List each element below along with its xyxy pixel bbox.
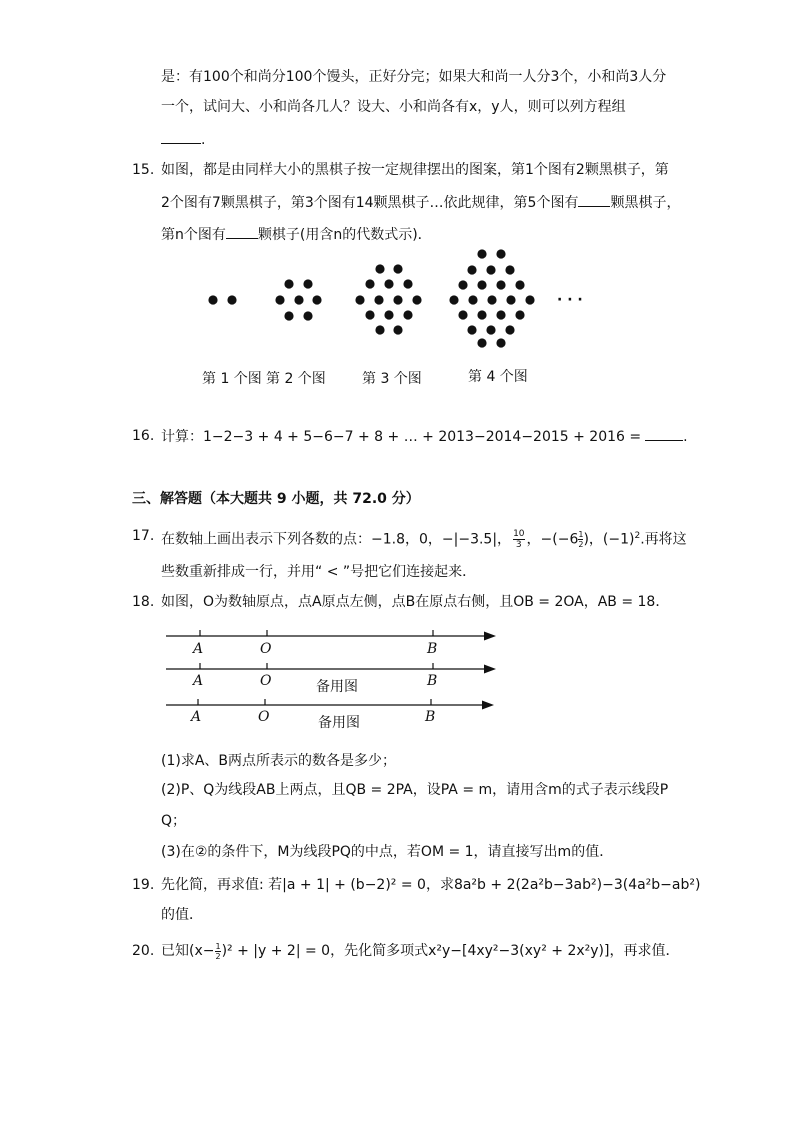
q16-text: 计算：1−2−3 + 4 + 5−6−7 + 8 + … + 2013−2014−2015 + 2016 = [161, 429, 642, 445]
spare-figure-label: 备用图 [318, 715, 360, 731]
chess-piece [384, 310, 393, 319]
q17-text-b: ，−(−6 [526, 531, 579, 548]
chess-piece [393, 295, 402, 304]
number-line-spare-1 [166, 663, 488, 669]
chess-piece [374, 295, 383, 304]
figure-1-pieces [208, 295, 236, 304]
q20-text-b: )² + |y + 2| = 0，先化简多项式x²y−[4xy²−3(xy² + 2x²y)]，再求值． [221, 943, 680, 959]
chess-piece [393, 325, 402, 334]
q19-number: 19. [132, 877, 155, 893]
q14-line-2: 一个，试问大、小和尚各几人？设大、小和尚各有x，y人，则可以列方程组 [161, 99, 626, 115]
chess-piece [355, 295, 364, 304]
axis-label-o: O [260, 641, 272, 657]
q14-end: . [201, 132, 206, 148]
chess-piece [458, 280, 467, 289]
q15-line-1: 如图，都是由同样大小的黑棋子按一定规律摆出的图案，第1个图有2颗黑棋子，第 [161, 162, 669, 178]
figure-caption-2: 第 2 个图 [266, 371, 326, 387]
fraction-denominator: 2 [215, 951, 221, 961]
q18-part-2: (2)P、Q为线段AB上两点，且QB = 2PA，设PA = m，请用含m的式子表示线段P [161, 782, 669, 798]
chess-piece [227, 295, 236, 304]
q20-text-a: 已知(x− [161, 943, 215, 959]
chess-piece [467, 325, 476, 334]
q17-number: 17. [132, 528, 155, 544]
chess-piece [515, 310, 524, 319]
q18-line-1: 如图，O为数轴原点，点A原点左侧，点B在原点右侧，且OB = 2OA，AB = 18． [161, 594, 670, 610]
chess-piece [403, 279, 412, 288]
chess-piece [468, 295, 477, 304]
chess-piece [375, 325, 384, 334]
fraction-numerator: 1 [215, 941, 221, 951]
q19-line-2: 的值． [161, 907, 203, 923]
chess-piece [449, 295, 458, 304]
fraction [215, 942, 220, 961]
fraction-numerator: 10 [513, 529, 525, 540]
q18-part-2-cont: Q； [161, 813, 187, 829]
figure-4-pieces [449, 249, 534, 347]
axis-label-a: A [193, 641, 204, 657]
chess-piece [303, 279, 312, 288]
q18-part-1: (1)求A、B两点所表示的数各是多少； [161, 753, 397, 769]
spare-figure-label: 备用图 [316, 679, 358, 695]
axis-label-o: O [258, 709, 270, 725]
q15-line-2-tail: 颗黑棋子， [610, 195, 681, 211]
number-line-main [166, 630, 488, 636]
chess-piece [458, 310, 467, 319]
q15-line-3-text: 第n个图有 [161, 227, 226, 243]
chess-piece [365, 310, 374, 319]
chess-piece [467, 265, 476, 274]
chess-piece [384, 279, 393, 288]
chess-piece [393, 264, 402, 273]
fraction-denominator: 3 [515, 540, 522, 551]
q15-line-2-text: 2个图有7颗黑棋子，第3个图有14颗黑棋子…依此规律，第5个图有 [161, 195, 579, 211]
q17-text-d: .再将这 [640, 531, 687, 548]
chess-piece [275, 295, 284, 304]
q16-end: . [683, 429, 688, 445]
q18-part-3: (3)在②的条件下，M为线段PQ的中点，若OM = 1，请直接写出m的值． [161, 844, 614, 860]
arrow-head [482, 701, 494, 710]
arrow-head [484, 665, 496, 674]
chess-piece [284, 311, 293, 320]
chess-piece [403, 310, 412, 319]
number-line-spare-2 [166, 699, 486, 705]
q20-number: 20. [132, 943, 155, 959]
chess-piece [487, 295, 496, 304]
chess-piece [505, 265, 514, 274]
axis-label-o: O [260, 673, 272, 689]
chess-piece [412, 295, 421, 304]
superscript: 2 [634, 531, 641, 541]
chess-piece [496, 280, 505, 289]
chess-piece [208, 295, 217, 304]
arrow-head [484, 632, 496, 641]
chess-piece [477, 310, 486, 319]
answer-blank [645, 426, 683, 441]
q16-number: 16. [132, 428, 155, 444]
axis-label-b: B [427, 673, 438, 689]
q14-line-1: 是：有100个和尚分100个馒头，正好分完；如果大和尚一人分3个，小和尚3人分 [161, 69, 667, 85]
chess-piece [486, 265, 495, 274]
axis-label-b: B [425, 709, 436, 725]
chess-piece [477, 249, 486, 258]
figure-2-pieces [275, 279, 321, 320]
fraction-numerator: 1 [578, 530, 584, 540]
chess-piece [496, 249, 505, 258]
q17-line-1 [161, 526, 687, 550]
q15-line-3-tail: 颗棋子(用含n的代数式示)． [257, 227, 432, 243]
chess-piece [496, 310, 505, 319]
chess-piece [303, 311, 312, 320]
chess-piece [515, 280, 524, 289]
q18-number: 18. [132, 594, 155, 610]
chess-piece [294, 295, 303, 304]
q20-line [161, 941, 679, 961]
q17-text-a: 在数轴上画出表示下列各数的点：−1.8，0，−|−3.5|， [161, 531, 512, 548]
fraction-denominator: 2 [578, 540, 584, 550]
chess-piece [505, 325, 514, 334]
axis-label-b: B [427, 641, 438, 657]
chess-piece [477, 338, 486, 347]
chess-piece [312, 295, 321, 304]
figure-3-pieces [355, 264, 421, 334]
fraction [513, 529, 524, 550]
chess-piece [284, 279, 293, 288]
q15-number: 15. [132, 162, 155, 178]
chess-piece [375, 264, 384, 273]
chess-piece [486, 325, 495, 334]
chess-piece [496, 338, 505, 347]
chess-piece [477, 280, 486, 289]
section-title: 三、解答题（本大题共 9 小题，共 72.0 分） [132, 491, 420, 507]
axis-label-a: A [191, 709, 202, 725]
q17-line-2: 些数重新排成一行，并用“ < ”号把它们连接起来． [161, 564, 477, 580]
axis-label-a: A [193, 673, 204, 689]
chess-piece [525, 295, 534, 304]
q17-text-c: )，(−1) [583, 531, 635, 548]
q19-line-1: 先化简，再求值: 若|a + 1| + (b−2)² = 0，求8a²b + 2(2a²b−3ab²)−3(4a²b−ab²) [161, 877, 701, 893]
ellipsis: · · · [557, 292, 583, 308]
q16-line [161, 426, 688, 447]
figure-caption-4: 第 4 个图 [468, 369, 528, 385]
chess-piece [365, 279, 374, 288]
figure-caption-3: 第 3 个图 [362, 371, 422, 387]
chess-piece [506, 295, 515, 304]
figure-caption-1: 第 1 个图 [202, 371, 262, 387]
